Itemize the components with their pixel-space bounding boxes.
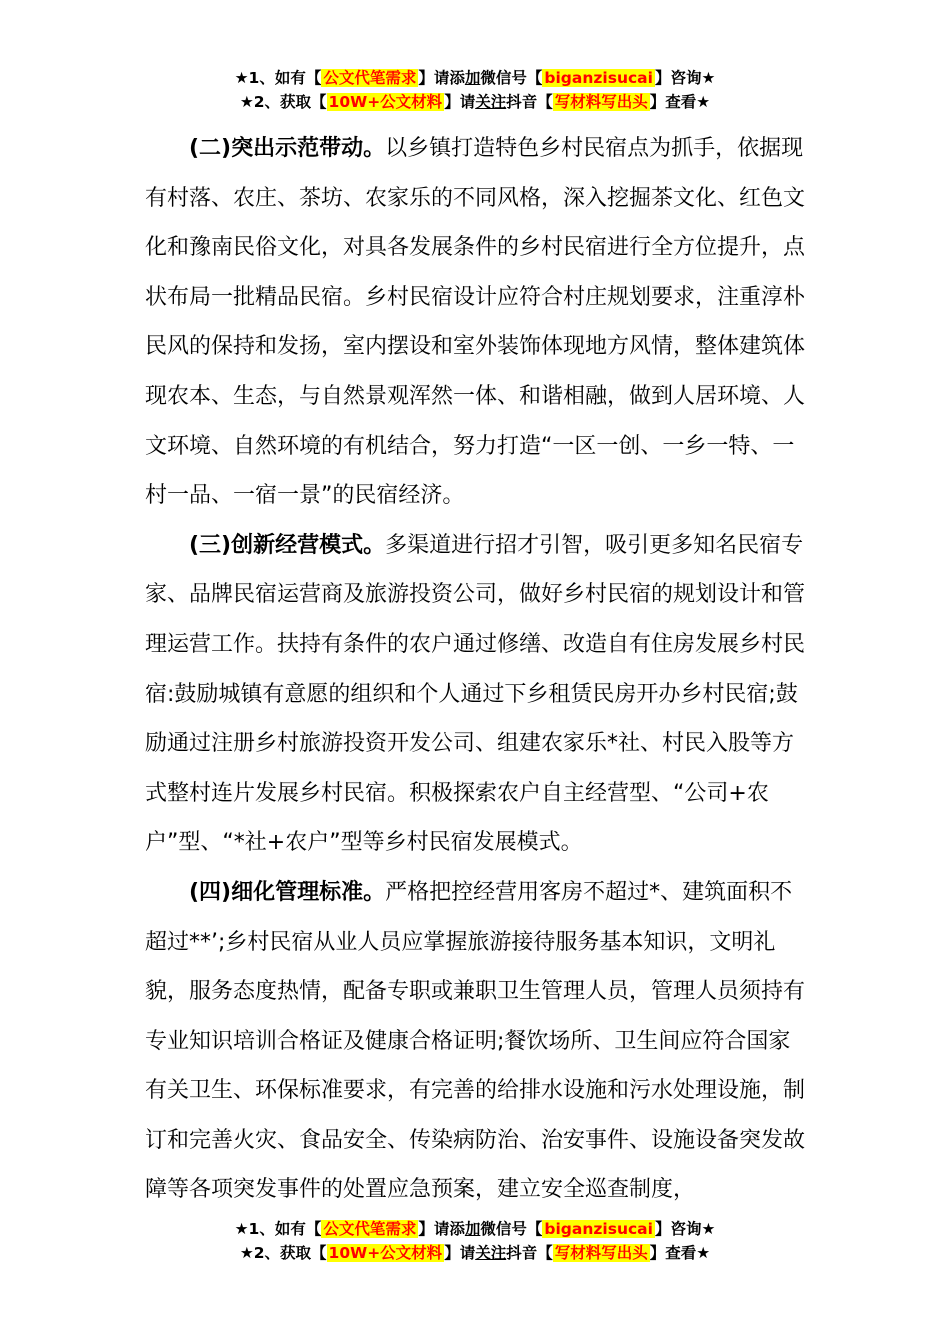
banner-text: ★1、如有【 xyxy=(234,69,322,87)
banner-highlight-service: 公文代笔需求 xyxy=(323,69,417,87)
banner-highlight-douyin-account: 写材料写出头 xyxy=(554,93,648,111)
banner-underlined-text: 关注 xyxy=(475,93,507,111)
banner-text: 】请添 xyxy=(418,69,465,87)
banner-text: 】咨询★ xyxy=(654,1220,716,1238)
paragraph-section-2 xyxy=(145,124,805,521)
banner-line-1 xyxy=(0,66,950,90)
banner-text: 微信号【 xyxy=(480,69,543,87)
banner-text: 抖音【 xyxy=(506,1244,553,1262)
banner-text: 】查看★ xyxy=(649,1244,711,1262)
banner-text: ★2、获取【 xyxy=(239,1244,327,1262)
banner-highlight-materials: 10W+公文材料 xyxy=(328,93,443,111)
section-heading: (二)突出示范带动。 xyxy=(189,136,386,161)
banner-line-2 xyxy=(0,90,950,114)
section-heading: (四)细化管理标准。 xyxy=(189,879,386,905)
banner-text: 】请 xyxy=(444,1244,476,1262)
section-text: 严格把控经营用客房不超过*、建筑面积不超过**’;乡村民宿从业人员应掌握旅游接待服务基本知识，文明礼貌，服务态度热情，配备专职或兼职卫生管理人员，管理人员须持有专业知识培训合格证及健康合格证明;餐饮场所、卫生间应符合国家有关卫生、环保标准要求，有完善的给排水设施和污水处理设施，制订和完善火灾、食品安全、传染病防治、治安事件、设施设备突发故障等各项突发事件的处置应急预案，建立安全巡查制度， xyxy=(145,879,806,1203)
header-banner xyxy=(0,66,950,114)
banner-text: 】查看★ xyxy=(649,93,711,111)
banner-text: ★2、获取【 xyxy=(239,93,327,111)
paragraph-section-4 xyxy=(145,868,805,1215)
banner-underlined-text: 关注 xyxy=(475,1244,507,1262)
banner-text: 】请添 xyxy=(418,1220,465,1238)
banner-text: 】咨询★ xyxy=(654,69,716,87)
banner-text: 抖音【 xyxy=(506,93,553,111)
section-heading: (三)创新经营模式。 xyxy=(189,532,386,558)
banner-highlight-service: 公文代笔需求 xyxy=(323,1220,417,1238)
banner-underlined-text: 加 xyxy=(464,1220,481,1238)
section-text: 多渠道进行招才引智，吸引更多知名民宿专家、品牌民宿运营商及旅游投资公司，做好乡村民宿的规划设计和管理运营工作。扶持有条件的农户通过修缮、改造自有住房发展乡村民宿:鼓励城镇有意愿的组织和个人通过下乡租赁民房开办乡村民宿;鼓励通过注册乡村旅游投资开发公司、组建农家乐*社、村民入股等方式整村连片发展乡村民宿。积极探索农户自主经营型、“公司+农户”型、“*社+农户”型等乡村民宿发展模式。 xyxy=(145,532,806,856)
banner-underlined-text: 加 xyxy=(464,69,481,87)
banner-highlight-wechat-id: biganzisucai xyxy=(544,69,653,87)
banner-line-1 xyxy=(0,1217,950,1241)
footer-banner xyxy=(0,1217,950,1265)
banner-text: 】请 xyxy=(444,93,476,111)
paragraph-section-3 xyxy=(145,521,805,868)
banner-text: ★1、如有【 xyxy=(234,1220,322,1238)
banner-highlight-wechat-id: biganzisucai xyxy=(544,1220,653,1238)
banner-highlight-douyin-account: 写材料写出头 xyxy=(554,1244,648,1262)
banner-highlight-materials: 10W+公文材料 xyxy=(328,1244,443,1262)
banner-line-2 xyxy=(0,1241,950,1265)
document-body xyxy=(145,124,805,1215)
banner-text: 微信号【 xyxy=(480,1220,543,1238)
section-text: 以乡镇打造特色乡村民宿点为抓手，依据现有村落、农庄、茶坊、农家乐的不同风格，深入挖掘茶文化、红色文化和豫南民俗文化，对具各发展条件的乡村民宿进行全方位提升，点状布局一批精品民宿。乡村民宿设计应符合村庄规划要求，注重淳朴民风的保持和发扬，室内摆设和室外装饰体现地方风情，整体建筑体现农本、生态，与自然景观浑然一体、和谐相融，做到人居环境、人文环境、自然环境的有机结合，努力打造“一区一创、一乡一特、一村一品、一宿一景”的民宿经济。 xyxy=(145,136,806,509)
